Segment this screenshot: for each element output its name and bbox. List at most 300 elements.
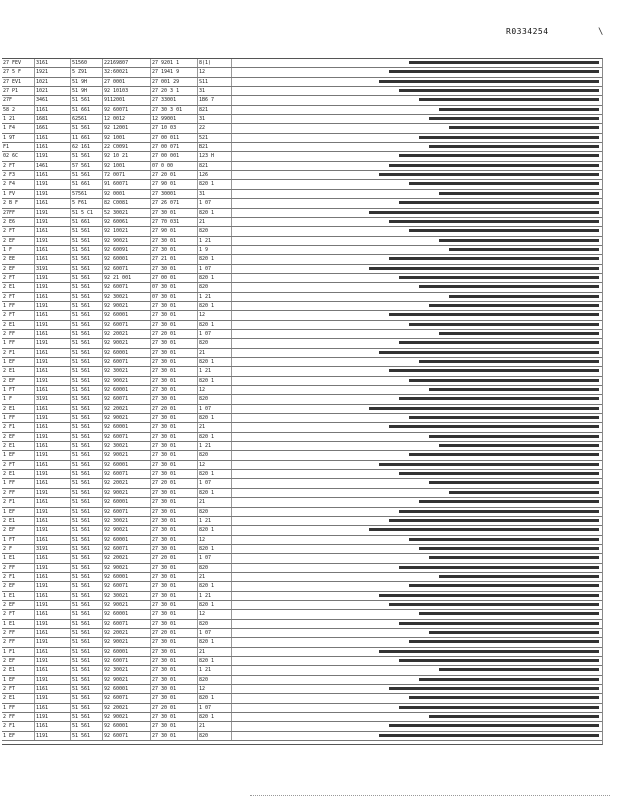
table-cell: 31 — [198, 115, 232, 123]
table-cell: 1 F4 — [2, 124, 35, 132]
table-cell: 1021 — [35, 78, 71, 86]
table-cell: 92 60071 — [103, 582, 151, 590]
description-cell — [232, 405, 602, 413]
table-cell: 1 EF — [2, 508, 35, 516]
illegible-text-line — [389, 257, 599, 260]
table-row — [2, 564, 602, 573]
table-cell: 92 90021 — [103, 676, 151, 684]
illegible-text-line — [399, 622, 599, 625]
illegible-text-line — [409, 640, 599, 643]
table-cell: 27 20 01 — [151, 629, 198, 637]
table-cell: 27 30 01 — [151, 498, 198, 506]
table-cell: 27 FEV — [2, 59, 35, 67]
table-cell: 1 9T — [2, 134, 35, 142]
table-cell: 92 60091 — [103, 246, 151, 254]
table-cell: 27 30 01 — [151, 657, 198, 665]
table-cell: 27 20 3 1 — [151, 87, 198, 95]
table-cell: 62561 — [71, 115, 103, 123]
table-cell: 92 60001 — [103, 536, 151, 544]
table-row — [2, 582, 602, 591]
table-cell: 92 90021 — [103, 713, 151, 721]
table-cell: 1 FF — [2, 704, 35, 712]
table-cell: 92 30021 — [103, 517, 151, 525]
table-cell: 820 1 — [198, 433, 232, 441]
table-cell: 51 561 — [71, 283, 103, 291]
table-row — [2, 423, 602, 432]
table-row — [2, 152, 602, 161]
table-cell: 1191 — [35, 321, 71, 329]
table-cell: 1 E1 — [2, 592, 35, 600]
table-cell: 51 561 — [71, 629, 103, 637]
table-cell: 51 561 — [71, 405, 103, 413]
illegible-text-line — [439, 668, 599, 671]
table-cell: 11 661 — [71, 134, 103, 142]
table-cell: 820 — [198, 676, 232, 684]
description-cell — [232, 68, 602, 76]
illegible-text-line — [389, 70, 599, 73]
table-cell: 27 30 01 — [151, 722, 198, 730]
table-row — [2, 405, 602, 414]
table-cell: 1161 — [35, 442, 71, 450]
table-cell: 2 FT — [2, 162, 35, 170]
table-cell: 21 — [198, 498, 232, 506]
description-cell — [232, 629, 602, 637]
table-row — [2, 620, 602, 629]
table-cell: 12 — [198, 68, 232, 76]
table-cell: 27 30 01 — [151, 732, 198, 740]
table-cell: 1191 — [35, 433, 71, 441]
description-cell — [232, 115, 602, 123]
illegible-text-line — [429, 556, 599, 559]
table-row — [2, 386, 602, 395]
table-row — [2, 78, 602, 87]
table-cell: 2 FF — [2, 489, 35, 497]
table-cell: 92 90021 — [103, 302, 151, 310]
description-cell — [232, 143, 602, 151]
table-cell: 92 12001 — [103, 124, 151, 132]
illegible-text-line — [439, 239, 599, 242]
table-cell: 123 H — [198, 152, 232, 160]
table-cell: 51 561 — [71, 386, 103, 394]
description-cell — [232, 124, 602, 132]
table-row — [2, 199, 602, 208]
table-cell: 1191 — [35, 218, 71, 226]
illegible-text-line — [399, 472, 599, 475]
corner-mark: \ — [598, 27, 604, 37]
table-cell: 1191 — [35, 657, 71, 665]
table-cell: 51560 — [71, 59, 103, 67]
table-row — [2, 218, 602, 227]
table-cell: 51 561 — [71, 638, 103, 646]
table-cell: 1 21 — [198, 293, 232, 301]
table-cell: 27 30 01 — [151, 564, 198, 572]
table-cell: 92 1001 — [103, 134, 151, 142]
table-cell: 51 561 — [71, 722, 103, 730]
table-cell: 1161 — [35, 592, 71, 600]
description-cell — [232, 564, 602, 572]
description-cell — [232, 657, 602, 665]
table-cell: 51 561 — [71, 293, 103, 301]
table-cell: 92 60071 — [103, 657, 151, 665]
illegible-text-line — [409, 416, 599, 419]
illegible-text-line — [409, 323, 599, 326]
table-cell: 51 561 — [71, 349, 103, 357]
table-cell: 92 60071 — [103, 358, 151, 366]
table-cell: 821 — [198, 106, 232, 114]
table-cell: 92 60071 — [103, 433, 151, 441]
table-cell: 1191 — [35, 190, 71, 198]
table-row — [2, 349, 602, 358]
table-cell: 51 561 — [71, 536, 103, 544]
illegible-text-line — [449, 295, 599, 298]
table-row — [2, 377, 602, 386]
table-row — [2, 601, 602, 610]
table-cell: 820 — [198, 732, 232, 740]
table-cell: 92 90021 — [103, 377, 151, 385]
table-cell: 27 30 01 — [151, 713, 198, 721]
description-cell — [232, 461, 602, 469]
table-cell: 92 0001 — [103, 190, 151, 198]
table-row — [2, 573, 602, 582]
table-cell: 92 90021 — [103, 638, 151, 646]
table-cell: 92 10103 — [103, 87, 151, 95]
description-cell — [232, 554, 602, 562]
table-cell: 27 30 01 — [151, 442, 198, 450]
table-cell: 27 00 001 — [151, 152, 198, 160]
description-cell — [232, 526, 602, 534]
table-cell: 27 001 29 — [151, 78, 198, 86]
table-cell: 21 — [198, 648, 232, 656]
table-cell: 8(1) — [198, 59, 232, 67]
table-cell: 27 30 01 — [151, 620, 198, 628]
description-cell — [232, 237, 602, 245]
table-cell: 51 561 — [71, 620, 103, 628]
description-cell — [232, 433, 602, 441]
table-cell: 27 30 01 — [151, 666, 198, 674]
table-cell: 1 07 — [198, 405, 232, 413]
table-cell: F1 — [2, 143, 35, 151]
table-cell: 12 — [198, 311, 232, 319]
illegible-text-line — [419, 98, 599, 101]
description-cell — [232, 96, 602, 104]
table-row — [2, 180, 602, 189]
illegible-text-line — [409, 229, 599, 232]
table-cell: 1161 — [35, 227, 71, 235]
table-cell: 3161 — [35, 59, 71, 67]
table-cell: 1 EF — [2, 732, 35, 740]
table-cell: 820 1 — [198, 657, 232, 665]
table-cell: 1191 — [35, 601, 71, 609]
table-row — [2, 246, 602, 255]
table-cell: 820 1 — [198, 255, 232, 263]
illegible-text-line — [429, 435, 599, 438]
table-cell: 51 561 — [71, 423, 103, 431]
description-cell — [232, 190, 602, 198]
description-cell — [232, 59, 602, 67]
table-cell: 27 20 01 — [151, 704, 198, 712]
table-cell: 92 60001 — [103, 573, 151, 581]
table-cell: 1191 — [35, 339, 71, 347]
table-cell: 92 60001 — [103, 722, 151, 730]
table-cell: 27 33001 — [151, 96, 198, 104]
table-cell: 92 60071 — [103, 620, 151, 628]
illegible-text-line — [399, 201, 599, 204]
table-cell: 2 B F — [2, 199, 35, 207]
description-cell — [232, 209, 602, 217]
table-row — [2, 106, 602, 115]
table-cell: 1191 — [35, 526, 71, 534]
description-cell — [232, 479, 602, 487]
table-row — [2, 330, 602, 339]
table-cell: 820 — [198, 395, 232, 403]
table-cell: 27F — [2, 96, 35, 104]
table-cell: 2 E1 — [2, 694, 35, 702]
table-cell: 27 26 071 — [151, 199, 198, 207]
table-cell: 1191 — [35, 377, 71, 385]
table-cell: 92 20021 — [103, 629, 151, 637]
table-cell: 1191 — [35, 564, 71, 572]
table-cell: 2 F1 — [2, 349, 35, 357]
illegible-text-line — [429, 631, 599, 634]
illegible-text-line — [369, 407, 599, 410]
table-cell: 2 EE — [2, 255, 35, 263]
table-row — [2, 694, 602, 703]
table-cell: 2 F1 — [2, 423, 35, 431]
table-cell: 1 F1 — [2, 648, 35, 656]
illegible-text-line — [389, 724, 599, 727]
table-cell: 51 561 — [71, 676, 103, 684]
table-cell: 1 E1 — [2, 620, 35, 628]
table-cell: 92 60001 — [103, 255, 151, 263]
table-cell: 1 21 — [198, 367, 232, 375]
table-cell: 1161 — [35, 573, 71, 581]
table-cell: 92 30021 — [103, 442, 151, 450]
table-cell: 92 60001 — [103, 648, 151, 656]
table-cell: 1161 — [35, 629, 71, 637]
table-cell: 27 30 01 — [151, 582, 198, 590]
table-cell: 1191 — [35, 713, 71, 721]
description-cell — [232, 666, 602, 674]
illegible-text-line — [369, 528, 599, 531]
table-cell: 12 99001 — [151, 115, 198, 123]
table-cell: 27 20 01 — [151, 405, 198, 413]
table-cell: 52 30021 — [103, 209, 151, 217]
data-table — [2, 58, 603, 745]
table-cell: 51 9H — [71, 78, 103, 86]
table-cell: 1 07 — [198, 199, 232, 207]
table-cell: 27 30 01 — [151, 685, 198, 693]
table-cell: 2 E1 — [2, 517, 35, 525]
table-cell: 92 10 21 — [103, 152, 151, 160]
table-cell: 51 561 — [71, 124, 103, 132]
table-cell: 51 561 — [71, 311, 103, 319]
table-cell: B21 — [198, 143, 232, 151]
description-cell — [232, 704, 602, 712]
table-cell: 27 20 01 — [151, 479, 198, 487]
table-cell: 51 561 — [71, 96, 103, 104]
description-cell — [232, 676, 602, 684]
description-cell — [232, 545, 602, 553]
description-cell — [232, 321, 602, 329]
table-cell: 51 561 — [71, 601, 103, 609]
table-cell: 2 EF — [2, 526, 35, 534]
table-cell: 2 F1 — [2, 573, 35, 581]
description-cell — [232, 134, 602, 142]
table-cell: 32:60021 — [103, 68, 151, 76]
table-cell: 1 FV — [2, 190, 35, 198]
table-row — [2, 451, 602, 460]
table-cell: 27 30 01 — [151, 610, 198, 618]
table-row — [2, 339, 602, 348]
table-cell: 2 E1 — [2, 405, 35, 413]
table-cell: 1161 — [35, 349, 71, 357]
table-row — [2, 638, 602, 647]
table-cell: 2 FT — [2, 685, 35, 693]
table-cell: 1191 — [35, 732, 71, 740]
table-cell: 12 — [198, 536, 232, 544]
table-cell: 1 FF — [2, 414, 35, 422]
illegible-text-line — [439, 108, 599, 111]
table-row — [2, 115, 602, 124]
table-cell: 1 07 — [198, 479, 232, 487]
table-cell: 2 EF — [2, 657, 35, 665]
table-row — [2, 68, 602, 77]
table-cell: 21 — [198, 573, 232, 581]
table-cell: 51 561 — [71, 657, 103, 665]
table-cell: 5 Z91 — [71, 68, 103, 76]
table-cell: 1 F — [2, 395, 35, 403]
description-cell — [232, 255, 602, 263]
table-cell: 27 30 01 — [151, 358, 198, 366]
table-row — [2, 470, 602, 479]
table-row — [2, 610, 602, 619]
table-cell: 51 561 — [71, 592, 103, 600]
illegible-text-line — [369, 211, 599, 214]
table-cell: 820 1 — [198, 526, 232, 534]
table-cell: 1161 — [35, 405, 71, 413]
table-cell: 2 FF — [2, 629, 35, 637]
table-cell: 72 0071 — [103, 171, 151, 179]
table-cell: 1161 — [35, 255, 71, 263]
table-cell: 51 561 — [71, 554, 103, 562]
table-cell: 12 — [198, 610, 232, 618]
table-cell: 1191 — [35, 180, 71, 188]
table-cell: 820 1 — [198, 377, 232, 385]
table-cell: 27 30 01 — [151, 489, 198, 497]
table-cell: 1161 — [35, 479, 71, 487]
table-cell: 21 — [198, 349, 232, 357]
table-cell: 1191 — [35, 414, 71, 422]
table-cell: 2 FT — [2, 293, 35, 301]
table-cell: 820 1 — [198, 274, 232, 282]
table-cell: 820 1 — [198, 209, 232, 217]
table-cell: 2 F1 — [2, 498, 35, 506]
table-cell: 51 561 — [71, 246, 103, 254]
table-cell: 27 30 01 — [151, 451, 198, 459]
illegible-text-line — [379, 594, 599, 597]
table-cell: 1 9 — [198, 246, 232, 254]
table-cell: 92 60071 — [103, 694, 151, 702]
table-cell: 27 21 01 — [151, 255, 198, 263]
table-cell: 51 561 — [71, 171, 103, 179]
table-row — [2, 657, 602, 666]
table-cell: 2 E1 — [2, 470, 35, 478]
illegible-text-line — [389, 687, 599, 690]
illegible-text-line — [399, 276, 599, 279]
description-cell — [232, 470, 602, 478]
table-row — [2, 648, 602, 657]
table-row — [2, 479, 602, 488]
table-cell: 1161 — [35, 386, 71, 394]
table-row — [2, 321, 602, 330]
table-cell: 820 1 — [198, 638, 232, 646]
table-cell: 1 EF — [2, 358, 35, 366]
table-cell: 1161 — [35, 498, 71, 506]
table-cell: 92 60001 — [103, 423, 151, 431]
illegible-text-line — [399, 154, 599, 157]
table-cell: 2 E6 — [2, 218, 35, 226]
table-cell: 51 561 — [71, 339, 103, 347]
table-cell: 27 90 01 — [151, 227, 198, 235]
table-cell: 92 1001 — [103, 162, 151, 170]
table-cell: 2 E1 — [2, 321, 35, 329]
table-row — [2, 293, 602, 302]
table-cell: 22 C0091 — [103, 143, 151, 151]
table-row — [2, 508, 602, 517]
table-cell: 12 0012 — [103, 115, 151, 123]
table-cell: 22 — [198, 124, 232, 132]
table-cell: 27 30 01 — [151, 536, 198, 544]
table-cell: 1161 — [35, 666, 71, 674]
table-cell: 02 6C — [2, 152, 35, 160]
table-row — [2, 526, 602, 535]
table-cell: 92 60071 — [103, 470, 151, 478]
table-cell: 27 30 01 — [151, 517, 198, 525]
table-cell: 51 561 — [71, 545, 103, 553]
description-cell — [232, 78, 602, 86]
table-cell: 27 EV1 — [2, 78, 35, 86]
table-row — [2, 255, 602, 264]
description-cell — [232, 694, 602, 702]
description-cell — [232, 638, 602, 646]
table-cell: 51 561 — [71, 377, 103, 385]
table-cell: 2 FF — [2, 330, 35, 338]
table-cell: 1161 — [35, 648, 71, 656]
table-cell: 51 561 — [71, 573, 103, 581]
illegible-text-line — [439, 192, 599, 195]
description-cell — [232, 451, 602, 459]
table-cell: 51 561 — [71, 152, 103, 160]
table-cell: 1 FF — [2, 479, 35, 487]
table-cell: 27 30 01 — [151, 386, 198, 394]
table-cell: 92 90021 — [103, 489, 151, 497]
illegible-text-line — [419, 285, 599, 288]
description-cell — [232, 349, 602, 357]
table-cell: 51 561 — [71, 508, 103, 516]
table-row — [2, 311, 602, 320]
table-cell: 27 00 071 — [151, 143, 198, 151]
table-cell: 1161 — [35, 311, 71, 319]
description-cell — [232, 489, 602, 497]
table-cell: 27 30 01 — [151, 414, 198, 422]
table-cell: 1191 — [35, 508, 71, 516]
table-cell: 1191 — [35, 470, 71, 478]
table-cell: 27FF — [2, 209, 35, 217]
description-cell — [232, 517, 602, 525]
table-cell: 21 — [198, 722, 232, 730]
table-cell: 51 561 — [71, 461, 103, 469]
table-cell: 51 561 — [71, 685, 103, 693]
